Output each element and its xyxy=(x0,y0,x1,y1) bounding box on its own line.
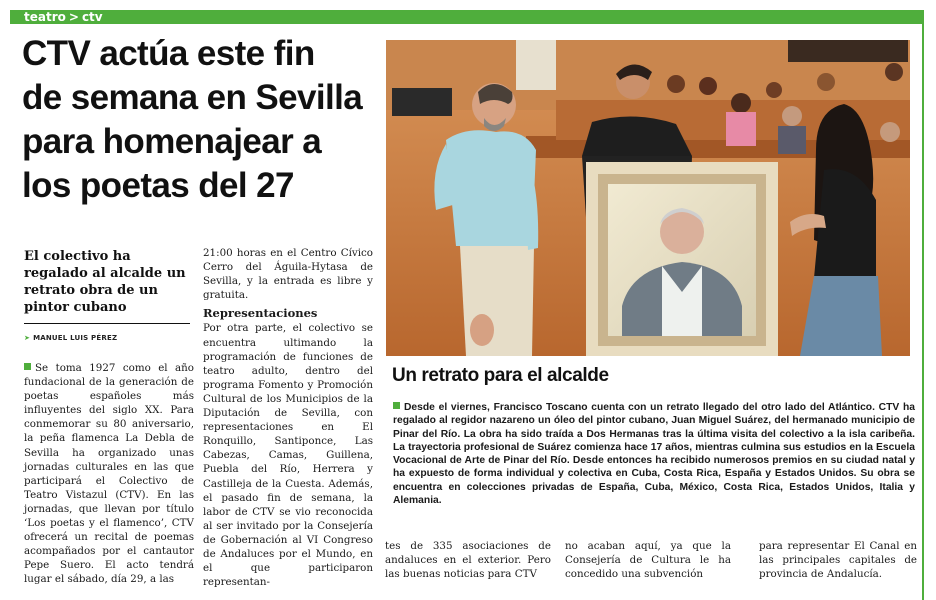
breadcrumb-separator: > xyxy=(68,10,79,24)
photo-caption-title: Un retrato para el alcalde xyxy=(392,365,609,386)
headline-line: CTV actúa este fin xyxy=(22,34,315,73)
headline-line: para homenajear a xyxy=(22,122,322,161)
column-text: tes de 335 asociaciones de andaluces en el exterior. Pero las buenas noticias para CTV xyxy=(385,540,551,581)
column-text: 21:00 horas en el Centro Cívico Cerro del Águila-Hytasa de Sevilla, y la entrada es libre y gratuita. xyxy=(203,247,373,302)
column-text: Se toma 1927 como el año fundacional de la generación de poetas españoles más influyentes del siglo XX. Para conmemorar su 80 aniversario, la peña flamenca La Debla de Sevilla ha organizado unas jornadas culturales en las que participará el Colectivo de Teatro Vistazul (CTV). En las jornadas, que llevan por título ‘Los poetas y el flamenco’, CTV ofrecerá un recital de poemas acompañados por el cantautor Pepe Suero. El acto tendrá lugar el sábado, día 29, a las xyxy=(24,362,194,586)
byline-divider xyxy=(24,323,190,324)
article-column-5 xyxy=(759,539,917,581)
green-square-icon xyxy=(393,402,400,409)
headline xyxy=(22,32,372,208)
section-bar xyxy=(0,0,936,26)
photo-illustration xyxy=(386,40,910,356)
byline xyxy=(24,334,117,342)
news-photo xyxy=(386,40,910,356)
right-green-rule xyxy=(922,10,924,600)
headline-line: de semana en Sevilla xyxy=(22,78,363,117)
subheadline: El colectivo ha regalado al alcalde un retrato obra de un pintor cubano xyxy=(24,249,186,315)
caption-text: Desde el viernes, Francisco Toscano cuenta con un retrato llegado del otro lado del Atlántico. CTV ha regalado al regidor nazareno un óleo del pintor cubano, Juan Miguel Suárez, del hermanado municipio de Pinar del Río. La obra ha sido traída a Dos Hermanas tras la última visita del colectivo a la isla caribeña. La trayectoria profesional de Suárez comienza hace 17 años, mientras culmina sus estudios en la Escuela Vocacional de Arte de Pinar del Río. Desde entonces ha recibido numerosos premios en su ciudad natal y ha expuesto de forma individual y colectiva en Cuba, Costa Rica, España y Estados Unidos. Su obra se encuentra en colecciones privadas de España, Cuba, México, Costa Rica, Estados Unidos, Italia y Alemania. xyxy=(393,402,915,507)
column-text: Por otra parte, el colectivo se encuentra ultimando la programación de funciones de teatro adulto, dentro del programa Fomento y Promoción Cultural de los Municipios de la Diputación de Sevilla, con representaciones en El Ronquillo, Santiponce, Las Cabezas, Camas, Guillena, Puebla del Río, Herrera y Castilleja de la Cuesta. Además, el pasado fin de semana, la labor de CTV se vio reconocida al ser invitado por la Consejería de Gobernación al VI Congreso de Andaluces por el Mundo, en el que participaron representan- xyxy=(203,322,373,589)
headline-line: los poetas del 27 xyxy=(22,166,294,205)
column-text: no acaban aquí, ya que la Consejería de Cultura le ha concedido una subvención xyxy=(565,540,731,581)
column-text: para representar El Canal en las principales capitales de provincia de Andalucía. xyxy=(759,540,917,581)
article-column-4 xyxy=(565,539,731,581)
arrow-icon: ➤ xyxy=(24,334,31,342)
subsection-name: ctv xyxy=(81,10,103,24)
section-bar-fill xyxy=(10,10,924,24)
article-column-3 xyxy=(385,539,551,581)
photo-caption xyxy=(393,401,915,507)
author-name: MANUEL LUIS PÉREZ xyxy=(33,334,118,342)
article-column-1 xyxy=(24,361,194,587)
section-breadcrumb xyxy=(24,10,103,24)
section-name: teatro xyxy=(24,10,66,24)
article-column-2 xyxy=(203,246,373,589)
green-square-icon xyxy=(24,363,31,370)
section-subtitle: Representaciones xyxy=(203,306,318,321)
